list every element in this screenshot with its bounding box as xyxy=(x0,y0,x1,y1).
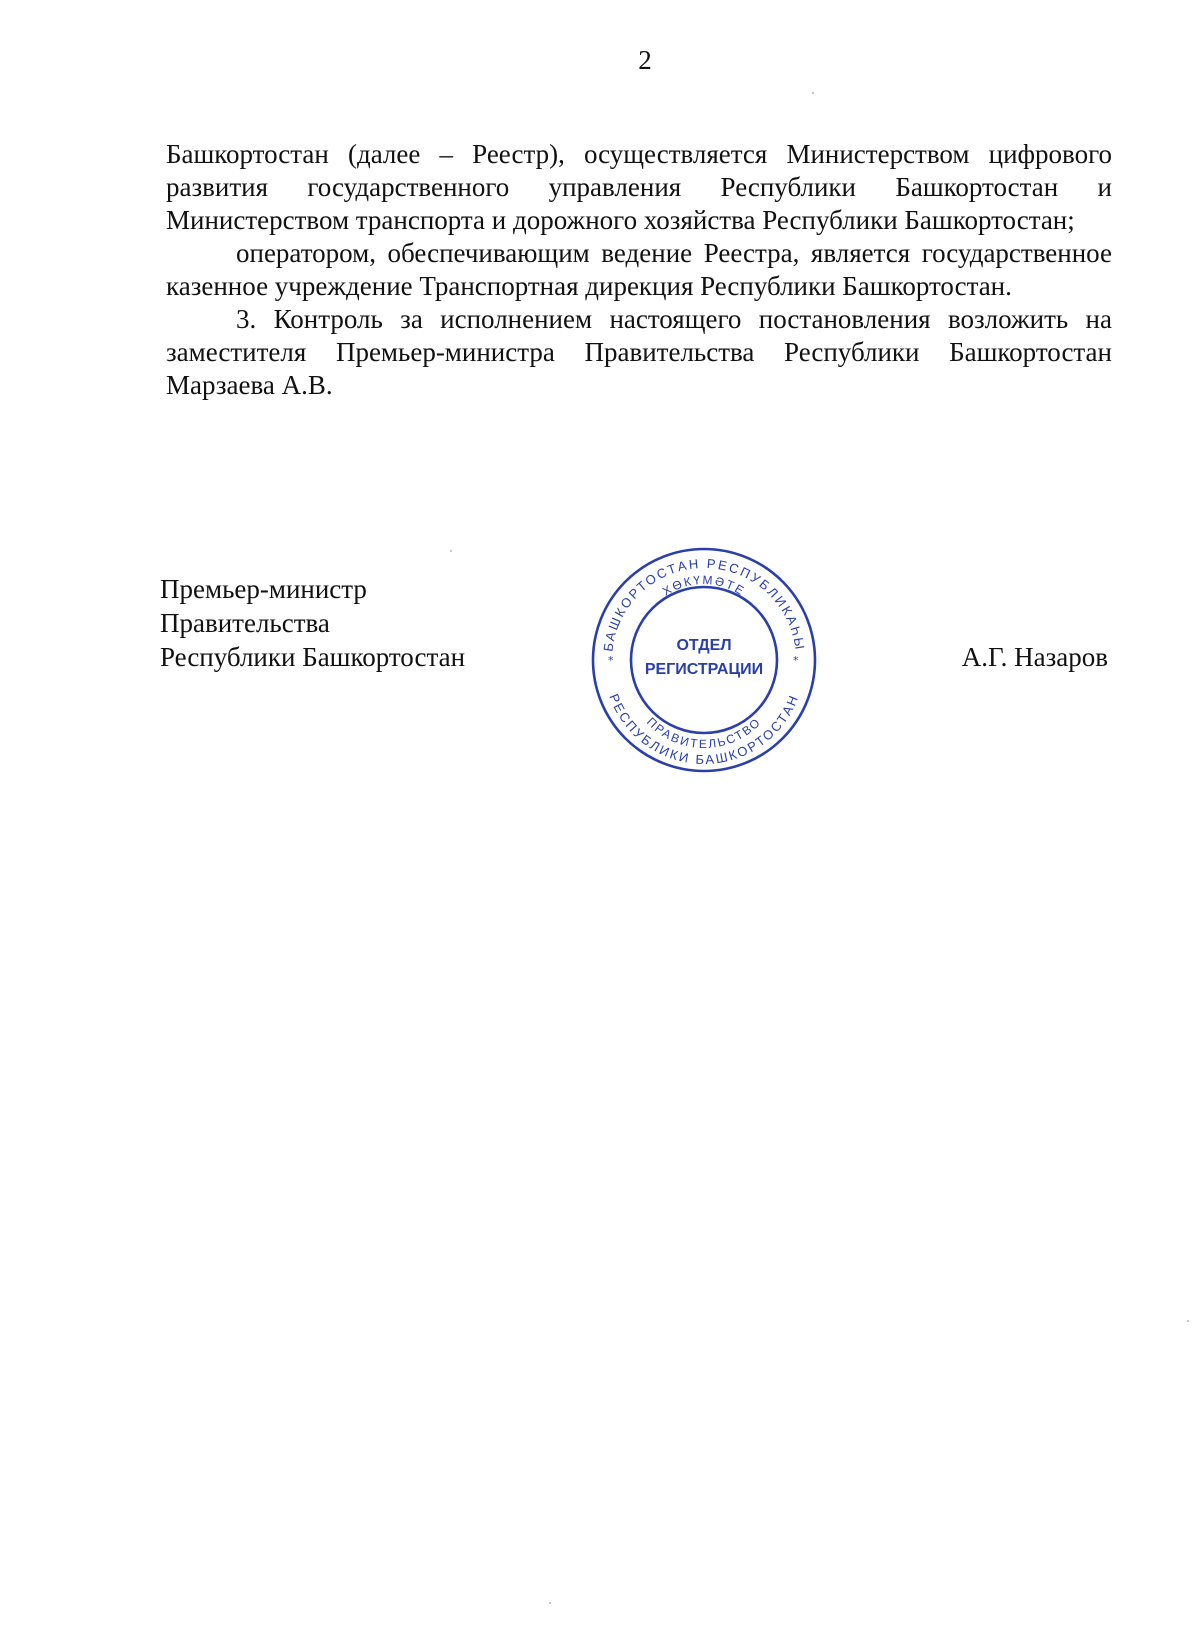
seal-inner-top-text: ХӨКҮМӘТЕ xyxy=(660,572,748,599)
seal-star-left: * xyxy=(608,654,614,667)
scan-speck xyxy=(450,550,452,552)
seal-center-line-1: ОТДЕЛ xyxy=(676,637,732,654)
seal-outer-top-text: БАШКОРТОСТАН РЕСПУБЛИКАҺЫ xyxy=(600,555,808,653)
paragraph-continuation: Башкортостан (далее – Реестр), осуществляется Министерством цифрового развития государственного управления Республики Башкортостан и Министерством транспорта и дорожного хозяйства Республики Башкортостан; xyxy=(166,139,1112,235)
paragraph-control: 3. Контроль за исполнением настоящего постановления возложить на заместителя Премьер-министра Правительства Республики Башкортостан Марзаева А.В. xyxy=(166,304,1112,400)
seal-star-right: * xyxy=(793,654,799,667)
seal-graphic xyxy=(590,546,818,774)
signatory-position-line: Правительства xyxy=(160,608,330,638)
document-body xyxy=(166,138,1112,402)
seal-inner-bottom-text: ПРАВИТЕЛЬСТВО xyxy=(644,714,764,752)
signatory-name: А.Г. Назаров xyxy=(961,642,1108,672)
scan-speck xyxy=(549,1602,551,1604)
paragraph-operator: оператором, обеспечивающим ведение Реестра, является государственное казенное учреждение Транспортная дирекция Республики Башкортостан. xyxy=(166,238,1112,301)
seal-center-line-2: РЕГИСТРАЦИИ xyxy=(644,661,764,678)
seal-inner-ring xyxy=(631,587,777,733)
scan-speck xyxy=(1187,1320,1189,1322)
page-number: 2 xyxy=(638,45,652,75)
signatory-position xyxy=(160,572,465,674)
official-seal-stamp xyxy=(590,546,818,774)
signatory-position-line: Республики Башкортостан xyxy=(160,642,466,672)
seal-outer-bottom-text: РЕСПУБЛИКИ БАШКОРТОСТАН xyxy=(606,691,802,768)
scan-speck xyxy=(812,92,814,94)
signatory-position-line: Премьер-министр xyxy=(160,574,367,604)
